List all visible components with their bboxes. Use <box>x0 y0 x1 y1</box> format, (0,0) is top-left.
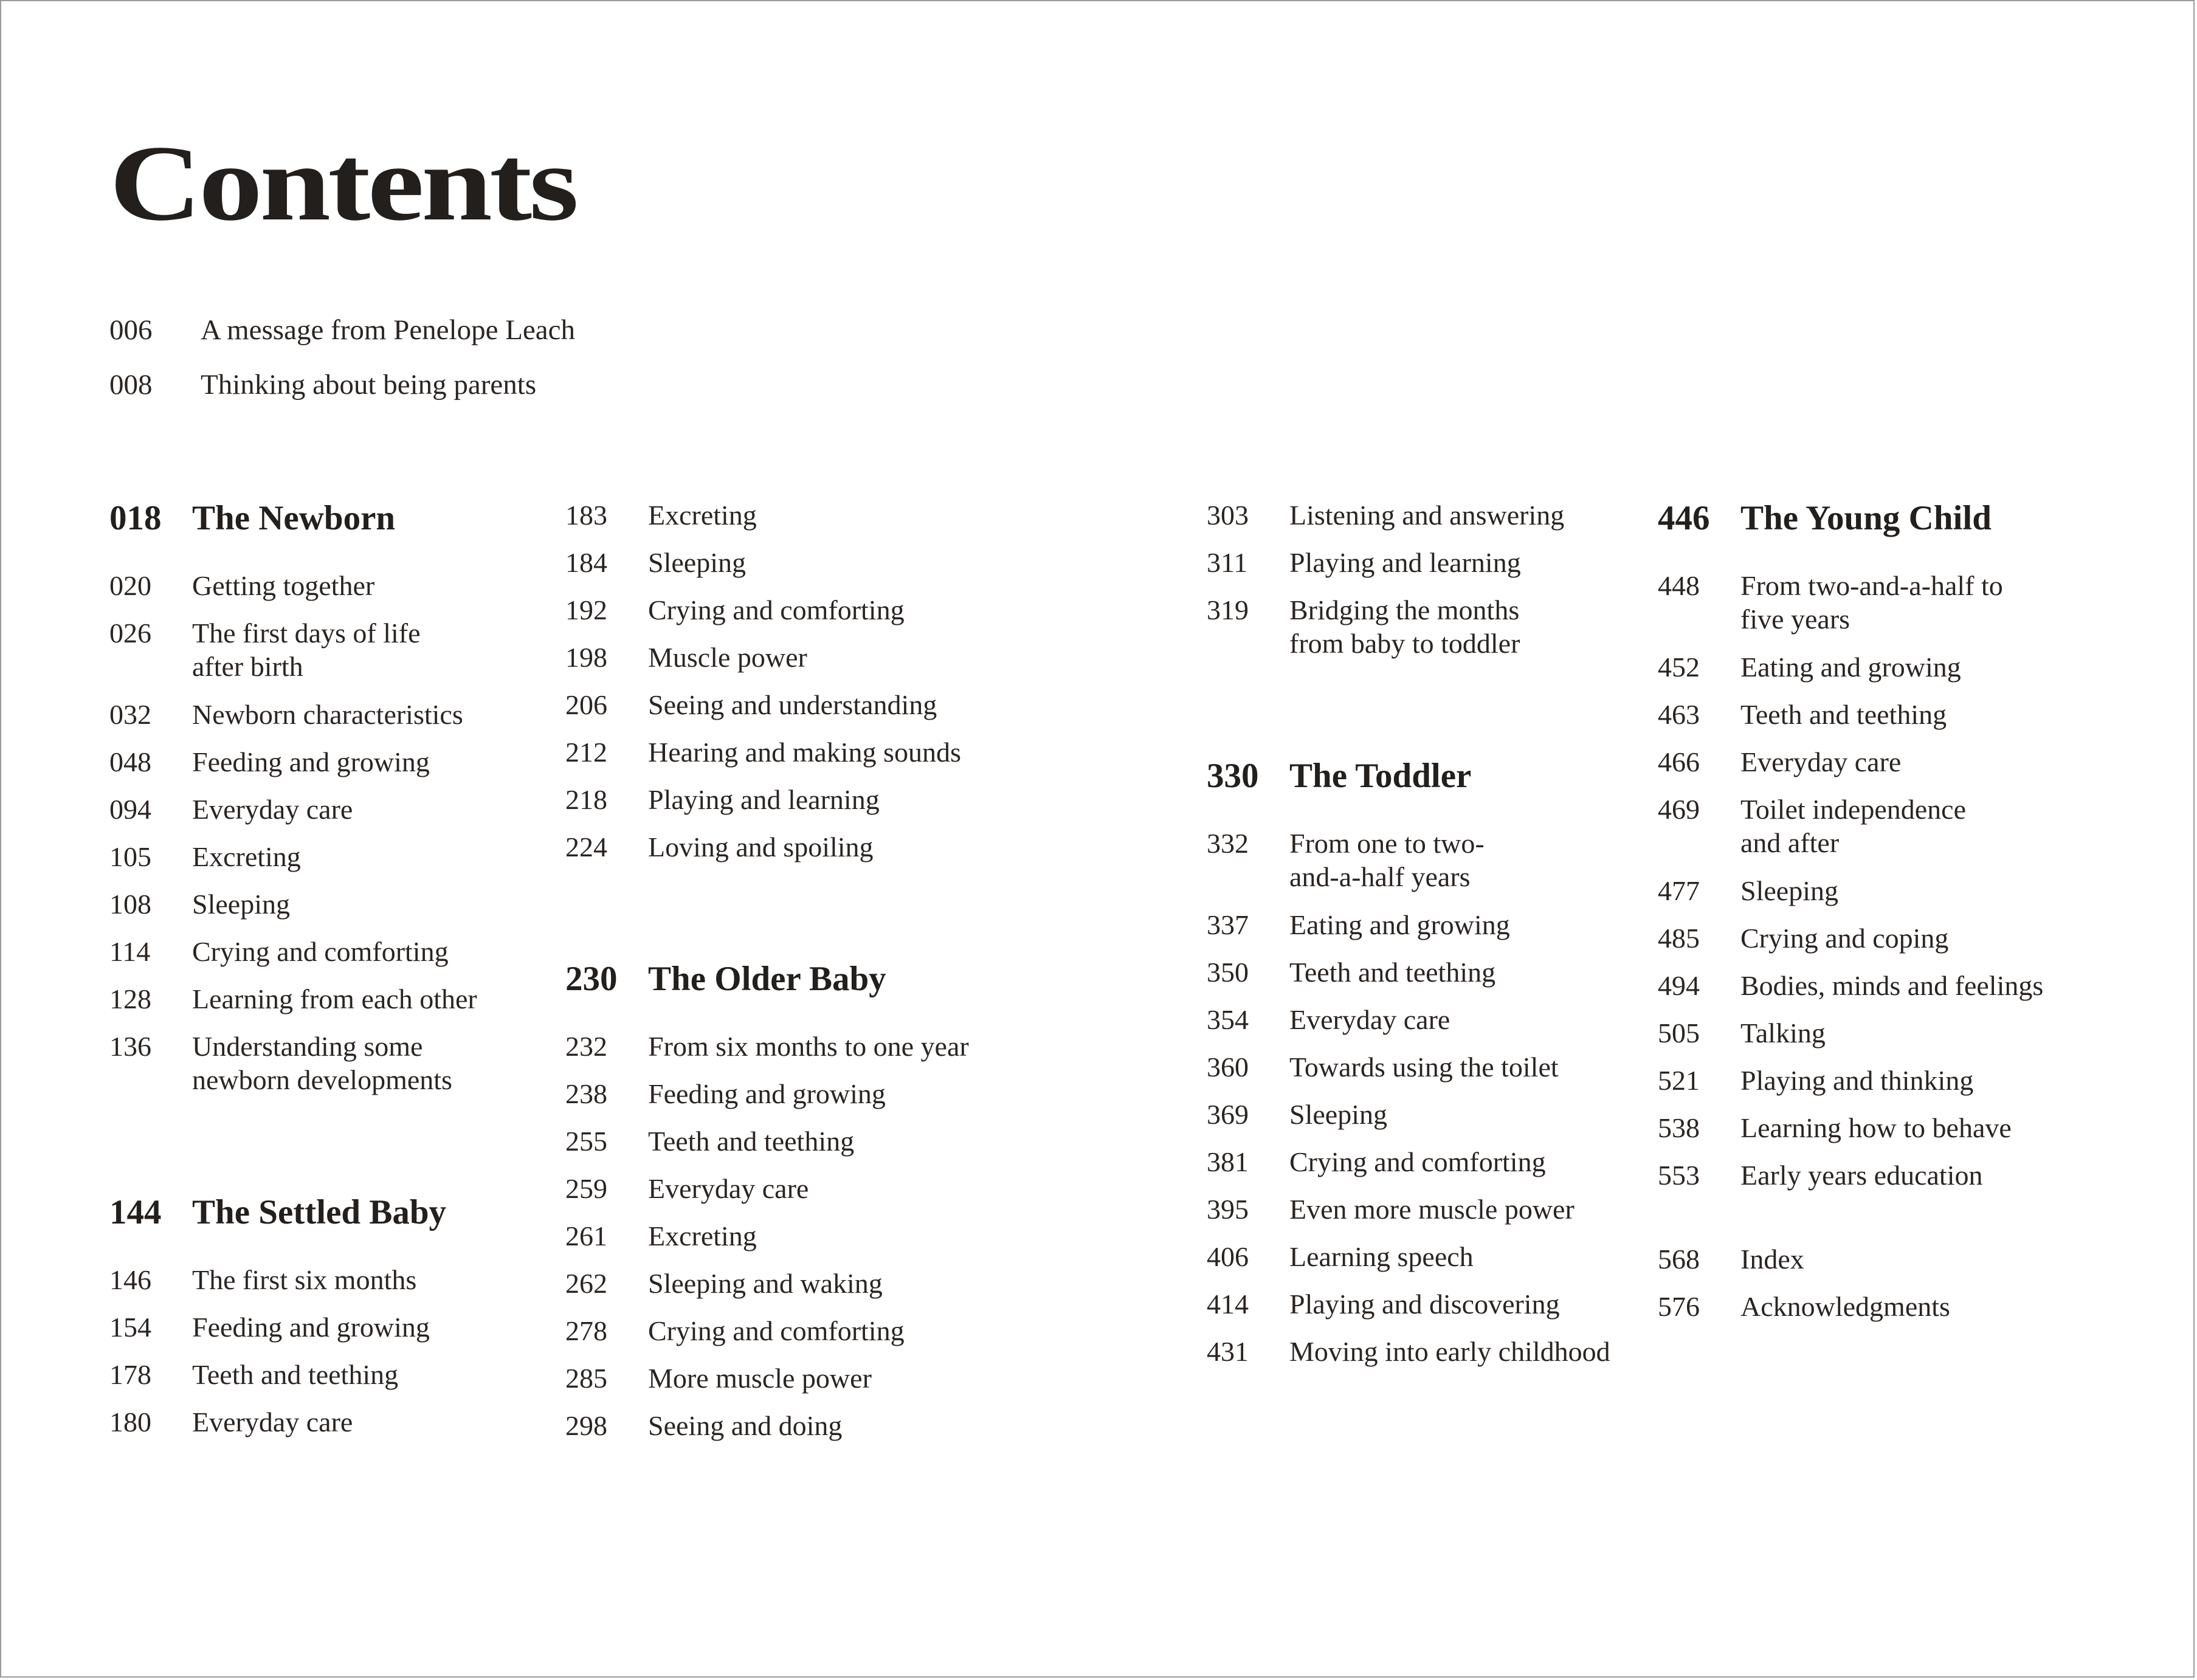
toc-entry[interactable] <box>109 1310 547 1358</box>
page-number: 381 <box>1207 1146 1249 1177</box>
toc-entry[interactable] <box>1207 1145 1644 1193</box>
entry-label: Teeth and teething <box>1289 957 1496 988</box>
spacer <box>565 878 1003 959</box>
page-number: 198 <box>565 642 607 673</box>
page-number: 278 <box>565 1315 607 1346</box>
toc-entry[interactable] <box>565 1172 1003 1219</box>
toc-entry[interactable] <box>1207 1050 1644 1098</box>
section-page: 144 <box>109 1193 162 1231</box>
spacer <box>1207 675 1644 756</box>
entry-label: Learning from each other <box>192 983 477 1014</box>
page-number: 469 <box>1658 794 1700 825</box>
toc-entry[interactable] <box>1207 1240 1644 1287</box>
entry-label: Talking <box>1740 1017 1826 1048</box>
entry-label: Everyday care <box>1289 1004 1450 1035</box>
toc-entry[interactable] <box>109 368 961 423</box>
toc-entry[interactable] <box>1207 1098 1644 1145</box>
entry-label: Even more muscle power <box>1289 1194 1574 1225</box>
page-number: 354 <box>1207 1004 1249 1035</box>
label-line-2: after birth <box>192 651 303 682</box>
toc-entry[interactable] <box>565 1362 1003 1409</box>
entry-label <box>1289 827 1630 893</box>
toc-entry[interactable] <box>1207 827 1644 908</box>
page-number: 032 <box>109 699 151 730</box>
page-number: 192 <box>565 594 607 625</box>
page-number: 184 <box>565 547 607 578</box>
entry-label: Feeding and growing <box>192 1312 430 1343</box>
entry-label: Muscle power <box>648 642 807 673</box>
toc-entry[interactable] <box>565 735 1003 783</box>
entry-label: Crying and coping <box>1740 923 1949 954</box>
section-page: 446 <box>1658 499 1710 537</box>
entry-label: Crying and comforting <box>1289 1146 1546 1177</box>
entry-label: More muscle power <box>648 1363 872 1394</box>
spacer <box>1658 1206 2095 1242</box>
page-number: 259 <box>565 1173 607 1204</box>
page-number: 128 <box>109 983 151 1014</box>
page-number: 285 <box>565 1363 607 1394</box>
column-3 <box>1207 498 1644 1382</box>
toc-entry[interactable] <box>565 641 1003 688</box>
entry-label: Seeing and doing <box>648 1410 843 1441</box>
page-number: 477 <box>1658 875 1700 906</box>
toc-entry[interactable] <box>1658 1158 2095 1206</box>
entry-label <box>1740 793 2081 859</box>
entry-label: Listening and answering <box>1289 500 1565 531</box>
entry-label: Sleeping <box>1740 875 1838 906</box>
page-number: 311 <box>1207 547 1248 578</box>
entry-label: Playing and learning <box>1289 547 1521 578</box>
page-number: 212 <box>565 737 607 768</box>
entry-label: Playing and thinking <box>1740 1065 1974 1096</box>
toc-entry[interactable] <box>565 783 1003 830</box>
page-number: 350 <box>1207 957 1249 988</box>
page-number: 485 <box>1658 923 1700 954</box>
page-number: 553 <box>1658 1160 1700 1191</box>
section-heading-toddler[interactable] <box>1207 756 1644 827</box>
entry-label: Moving into early childhood <box>1289 1336 1610 1367</box>
entry-label <box>192 1030 533 1096</box>
entry-label: Feeding and growing <box>192 746 430 777</box>
entry-label: Learning speech <box>1289 1241 1474 1272</box>
entry-label: Acknowledgments <box>1740 1291 1950 1322</box>
page-number: 261 <box>565 1220 607 1251</box>
toc-entry[interactable] <box>1207 593 1644 675</box>
section-page: 330 <box>1207 757 1259 795</box>
page-number: 466 <box>1658 746 1700 777</box>
label-line-1: From one to two- <box>1289 828 1485 859</box>
entry-label <box>1740 569 2081 636</box>
page-number: 298 <box>565 1410 607 1441</box>
page-number: 332 <box>1207 828 1249 859</box>
entry-label: From six months to one year <box>648 1031 969 1062</box>
column-2 <box>565 498 1003 1456</box>
toc-entry[interactable] <box>1207 955 1644 1003</box>
page-number: 538 <box>1658 1112 1700 1143</box>
page-number: 154 <box>109 1312 151 1343</box>
page-number: 505 <box>1658 1017 1700 1048</box>
entry-label: Excreting <box>648 1220 757 1251</box>
column-1 <box>109 498 547 1453</box>
entry-label: Everyday care <box>192 794 353 825</box>
toc-entry[interactable] <box>1658 1016 2095 1064</box>
toc-entry[interactable] <box>109 569 547 616</box>
entry-label: Newborn characteristics <box>192 699 463 730</box>
entry-label: Hearing and making sounds <box>648 737 961 768</box>
toc-entry[interactable] <box>1658 650 2095 698</box>
entry-label: Sleeping <box>1289 1099 1387 1130</box>
entry-label: Getting together <box>192 570 375 601</box>
entry-label: Excreting <box>192 841 301 872</box>
label-line-2: from baby to toddler <box>1289 628 1520 659</box>
label-line-2: newborn developments <box>192 1064 452 1095</box>
page-number: 337 <box>1207 909 1249 940</box>
toc-entry[interactable] <box>565 546 1003 593</box>
intro-list <box>109 314 961 423</box>
section-title: The Toddler <box>1289 757 1472 795</box>
page-number: 431 <box>1207 1336 1249 1367</box>
page-number: 206 <box>565 689 607 720</box>
section-title: The Newborn <box>192 499 396 537</box>
page-number: 020 <box>109 570 151 601</box>
toc-entry[interactable] <box>565 688 1003 735</box>
page-number: 180 <box>109 1406 151 1437</box>
toc-entry[interactable] <box>109 793 547 840</box>
label-line-1: Bridging the months <box>1289 594 1520 625</box>
toc-entry[interactable] <box>1658 874 2095 921</box>
entry-label: Sleeping and waking <box>648 1268 883 1299</box>
label-line-2: and-a-half years <box>1289 861 1471 892</box>
toc-entry[interactable] <box>1207 1193 1644 1240</box>
toc-entry-index[interactable] <box>1658 1242 2095 1290</box>
section-heading-settled-baby[interactable] <box>109 1193 547 1263</box>
label-line-2: and after <box>1740 827 1840 858</box>
label-line-2: five years <box>1740 604 1850 635</box>
entry-label: The first six months <box>192 1264 417 1295</box>
page-number: 006 <box>109 314 153 346</box>
entry-label: Index <box>1740 1244 1804 1275</box>
entry-label: Towards using the toilet <box>1289 1052 1559 1083</box>
entry-label <box>1289 593 1630 660</box>
toc-entry[interactable] <box>109 982 547 1030</box>
toc-entry[interactable] <box>565 1219 1003 1267</box>
toc-entry[interactable] <box>1658 921 2095 969</box>
toc-entry[interactable] <box>1658 969 2095 1016</box>
page-number: 463 <box>1658 699 1700 730</box>
toc-entry[interactable] <box>565 1030 1003 1077</box>
page-number: 369 <box>1207 1099 1249 1130</box>
page-number: 406 <box>1207 1241 1249 1272</box>
section-heading-young-child[interactable] <box>1658 498 2095 569</box>
page-number: 395 <box>1207 1194 1249 1225</box>
toc-entry[interactable] <box>109 840 547 887</box>
label-line-1: Understanding some <box>192 1031 423 1062</box>
page-number: 494 <box>1658 970 1700 1001</box>
page-number: 452 <box>1658 652 1700 683</box>
page-number: 108 <box>109 889 151 920</box>
entry-label: Early years education <box>1740 1160 1983 1191</box>
entry-label: Loving and spoiling <box>648 831 874 862</box>
entry-label: Playing and learning <box>648 784 880 815</box>
toc-entry[interactable] <box>109 616 547 698</box>
page-number: 114 <box>109 936 151 967</box>
entry-label: Crying and comforting <box>648 1315 905 1346</box>
toc-entry[interactable] <box>565 1124 1003 1172</box>
page-number: 094 <box>109 794 151 825</box>
page-number: 218 <box>565 784 607 815</box>
toc-entry-acknowledgments[interactable] <box>1658 1290 2095 1337</box>
toc-entry[interactable] <box>565 1077 1003 1124</box>
section-heading-older-baby[interactable] <box>565 959 1003 1030</box>
toc-entry[interactable] <box>109 314 961 368</box>
toc-entry[interactable] <box>1207 546 1644 593</box>
page-number: 136 <box>109 1031 151 1062</box>
toc-entry[interactable] <box>109 1405 547 1453</box>
page-number: 319 <box>1207 594 1249 625</box>
toc-entry[interactable] <box>565 830 1003 878</box>
toc-entry[interactable] <box>109 745 547 793</box>
toc-entry[interactable] <box>1207 1335 1644 1382</box>
toc-entry[interactable] <box>1207 908 1644 955</box>
entry-label: Eating and growing <box>1740 652 1961 683</box>
toc-entry[interactable] <box>109 935 547 982</box>
toc-entry[interactable] <box>1658 1064 2095 1111</box>
section-page: 230 <box>565 960 618 998</box>
entry-label: Teeth and teething <box>192 1359 399 1390</box>
section-page: 018 <box>109 499 162 537</box>
entry-label: A message from Penelope Leach <box>201 314 576 346</box>
page-number: 414 <box>1207 1289 1249 1320</box>
page-number: 521 <box>1658 1065 1700 1096</box>
page-number: 183 <box>565 500 607 531</box>
page-number: 303 <box>1207 500 1249 531</box>
toc-entry[interactable] <box>109 1030 547 1111</box>
toc-entry[interactable] <box>565 593 1003 641</box>
toc-entry[interactable] <box>565 1314 1003 1362</box>
section-title: The Older Baby <box>648 960 886 998</box>
entry-label: Thinking about being parents <box>201 369 537 401</box>
toc-entry[interactable] <box>109 887 547 935</box>
page-number: 238 <box>565 1078 607 1109</box>
page-number: 048 <box>109 746 151 777</box>
toc-entry[interactable] <box>1207 498 1644 546</box>
page-number: 255 <box>565 1126 607 1157</box>
page-number: 105 <box>109 841 151 872</box>
toc-entry[interactable] <box>565 498 1003 546</box>
entry-label: Sleeping <box>192 889 290 920</box>
page-number: 448 <box>1658 570 1700 601</box>
entry-label <box>192 616 533 683</box>
entry-label: Feeding and growing <box>648 1078 886 1109</box>
entry-label: Everyday care <box>192 1406 353 1437</box>
section-title: The Settled Baby <box>192 1193 447 1231</box>
toc-entry[interactable] <box>565 1267 1003 1314</box>
toc-entry[interactable] <box>1658 793 2095 874</box>
page-number: 146 <box>109 1264 151 1295</box>
page-number: 178 <box>109 1359 151 1390</box>
page-title: Contents <box>109 123 576 243</box>
entry-label: Crying and comforting <box>648 594 905 625</box>
entry-label: Everyday care <box>648 1173 809 1204</box>
toc-entry[interactable] <box>109 1358 547 1405</box>
toc-entry[interactable] <box>565 1409 1003 1456</box>
spacer <box>109 1111 547 1193</box>
toc-entry[interactable] <box>109 1263 547 1310</box>
label-line-1: The first days of life <box>192 618 421 649</box>
entry-label: Eating and growing <box>1289 909 1510 940</box>
toc-entry[interactable] <box>1658 698 2095 745</box>
entry-label: Everyday care <box>1740 746 1902 777</box>
page-number: 008 <box>109 369 153 401</box>
toc-entry[interactable] <box>109 698 547 745</box>
label-line-1: Toilet independence <box>1740 794 1967 825</box>
page-number: 262 <box>565 1268 607 1299</box>
entry-label: Crying and comforting <box>192 936 449 967</box>
page-number: 224 <box>565 831 607 862</box>
entry-label: Excreting <box>648 500 757 531</box>
entry-label: Learning how to behave <box>1740 1112 2012 1143</box>
column-4 <box>1658 498 2095 1337</box>
entry-label: Sleeping <box>648 547 746 578</box>
page-number: 232 <box>565 1031 607 1062</box>
section-heading-newborn[interactable] <box>109 498 547 569</box>
entry-label: Playing and discovering <box>1289 1289 1560 1320</box>
toc-entry[interactable] <box>1658 569 2095 650</box>
toc-entry[interactable] <box>1207 1003 1644 1050</box>
toc-entry[interactable] <box>1207 1287 1644 1335</box>
label-line-1: From two-and-a-half to <box>1740 570 2003 601</box>
section-title: The Young Child <box>1740 499 1992 537</box>
entry-label: Teeth and teething <box>648 1126 855 1157</box>
page-number: 568 <box>1658 1244 1700 1275</box>
page-number: 360 <box>1207 1052 1249 1083</box>
toc-entry[interactable] <box>1658 1111 2095 1158</box>
entry-label: Bodies, minds and feelings <box>1740 970 2044 1001</box>
toc-entry[interactable] <box>1658 745 2095 793</box>
entry-label: Teeth and teething <box>1740 699 1947 730</box>
entry-label: Seeing and understanding <box>648 689 937 720</box>
page-number: 576 <box>1658 1291 1700 1322</box>
page-number: 026 <box>109 618 151 649</box>
